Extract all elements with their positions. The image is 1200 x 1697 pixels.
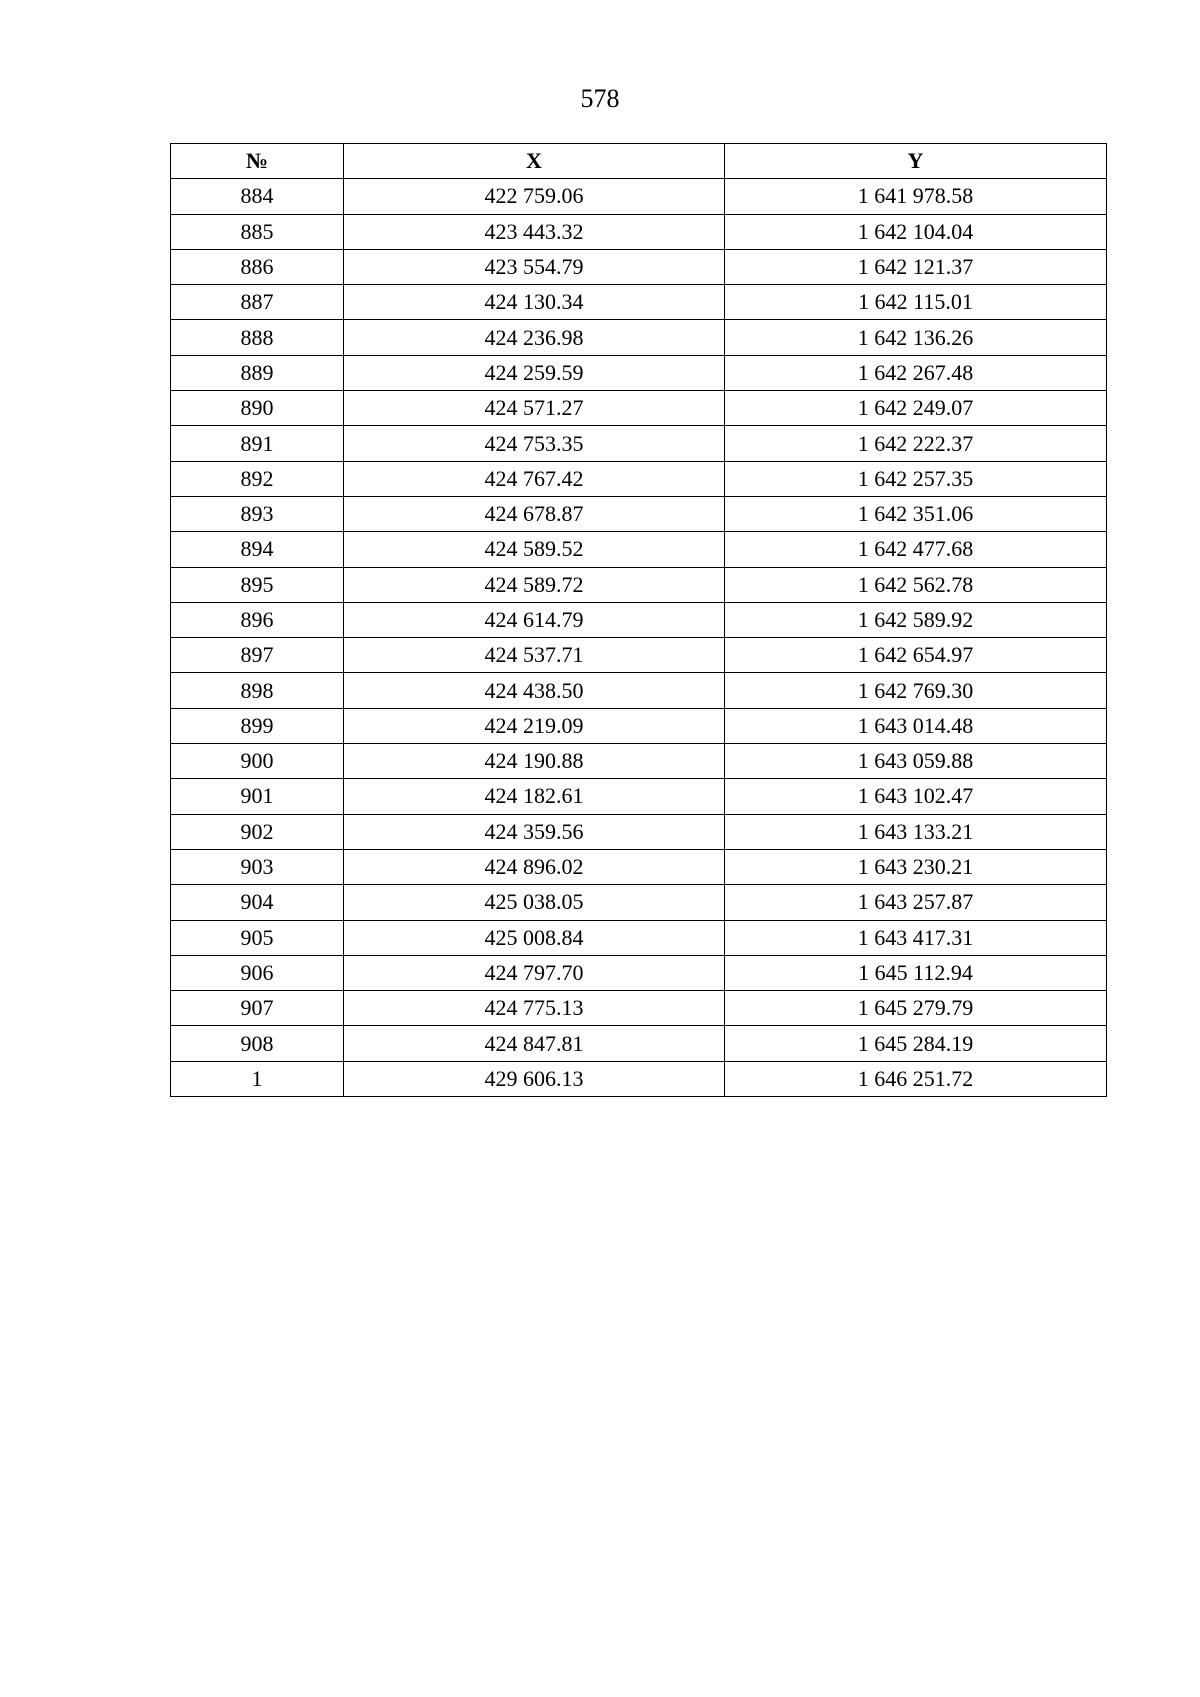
table-row: [171, 426, 1107, 461]
cell-number: 897: [171, 638, 344, 673]
cell-number: 894: [171, 532, 344, 567]
cell-y: 1 642 654.97: [725, 638, 1107, 673]
table-row: [171, 214, 1107, 249]
cell-number: 890: [171, 391, 344, 426]
cell-y: 1 643 257.87: [725, 885, 1107, 920]
cell-number: 899: [171, 708, 344, 743]
table-row: [171, 179, 1107, 214]
cell-number: 888: [171, 320, 344, 355]
cell-number: 905: [171, 920, 344, 955]
table-row: [171, 567, 1107, 602]
cell-x: 424 537.71: [344, 638, 725, 673]
table-row: [171, 849, 1107, 884]
cell-number: 892: [171, 461, 344, 496]
cell-y: 1 642 351.06: [725, 496, 1107, 531]
header-number: №: [171, 144, 344, 179]
cell-x: 429 606.13: [344, 1061, 725, 1096]
cell-number: 904: [171, 885, 344, 920]
cell-number: 895: [171, 567, 344, 602]
cell-x: 424 571.27: [344, 391, 725, 426]
cell-y: 1 642 477.68: [725, 532, 1107, 567]
cell-x: 424 438.50: [344, 673, 725, 708]
table-row: [171, 779, 1107, 814]
cell-number: 898: [171, 673, 344, 708]
cell-number: 901: [171, 779, 344, 814]
cell-y: 1 642 249.07: [725, 391, 1107, 426]
cell-x: 424 614.79: [344, 602, 725, 637]
cell-y: 1 643 133.21: [725, 814, 1107, 849]
cell-number: 885: [171, 214, 344, 249]
table-row: [171, 814, 1107, 849]
cell-y: 1 642 115.01: [725, 285, 1107, 320]
cell-x: 424 359.56: [344, 814, 725, 849]
cell-y: 1 642 562.78: [725, 567, 1107, 602]
table-row: [171, 991, 1107, 1026]
cell-y: 1 642 267.48: [725, 355, 1107, 390]
table-row: [171, 320, 1107, 355]
table-row: [171, 673, 1107, 708]
cell-y: 1 642 222.37: [725, 426, 1107, 461]
table-row: [171, 496, 1107, 531]
cell-y: 1 645 279.79: [725, 991, 1107, 1026]
cell-x: 424 797.70: [344, 955, 725, 990]
cell-number: 889: [171, 355, 344, 390]
table-row: [171, 249, 1107, 284]
cell-x: 424 896.02: [344, 849, 725, 884]
cell-x: 424 678.87: [344, 496, 725, 531]
cell-x: 424 236.98: [344, 320, 725, 355]
cell-x: 424 775.13: [344, 991, 725, 1026]
cell-x: 424 182.61: [344, 779, 725, 814]
cell-y: 1 642 589.92: [725, 602, 1107, 637]
table-row: [171, 285, 1107, 320]
cell-number: 893: [171, 496, 344, 531]
table-row: [171, 744, 1107, 779]
cell-y: 1 642 257.35: [725, 461, 1107, 496]
table-header-row: [171, 144, 1107, 179]
cell-number: 896: [171, 602, 344, 637]
cell-number: 886: [171, 249, 344, 284]
table-row: [171, 920, 1107, 955]
cell-x: 423 443.32: [344, 214, 725, 249]
cell-x: 424 767.42: [344, 461, 725, 496]
cell-number: 906: [171, 955, 344, 990]
cell-y: 1 643 014.48: [725, 708, 1107, 743]
table-body: [171, 179, 1107, 1097]
cell-y: 1 645 112.94: [725, 955, 1107, 990]
table-row: [171, 885, 1107, 920]
table-row: [171, 955, 1107, 990]
header-x: X: [344, 144, 725, 179]
coordinates-table: [170, 143, 1107, 1097]
cell-y: 1 643 102.47: [725, 779, 1107, 814]
table-row: [171, 391, 1107, 426]
table-row: [171, 1026, 1107, 1061]
cell-x: 424 847.81: [344, 1026, 725, 1061]
cell-x: 424 190.88: [344, 744, 725, 779]
table-row: [171, 708, 1107, 743]
cell-number: 887: [171, 285, 344, 320]
cell-y: 1 642 136.26: [725, 320, 1107, 355]
cell-number: 907: [171, 991, 344, 1026]
cell-x: 424 219.09: [344, 708, 725, 743]
table-row: [171, 532, 1107, 567]
cell-number: 1: [171, 1061, 344, 1096]
cell-y: 1 643 059.88: [725, 744, 1107, 779]
cell-x: 425 008.84: [344, 920, 725, 955]
table-row: [171, 355, 1107, 390]
cell-x: 423 554.79: [344, 249, 725, 284]
cell-y: 1 641 978.58: [725, 179, 1107, 214]
cell-y: 1 642 104.04: [725, 214, 1107, 249]
page-number: 578: [580, 84, 620, 113]
cell-number: 908: [171, 1026, 344, 1061]
cell-x: 424 753.35: [344, 426, 725, 461]
cell-x: 424 259.59: [344, 355, 725, 390]
cell-x: 424 589.72: [344, 567, 725, 602]
header-y: Y: [725, 144, 1107, 179]
cell-number: 884: [171, 179, 344, 214]
table-row: [171, 461, 1107, 496]
cell-x: 424 589.52: [344, 532, 725, 567]
table-row: [171, 602, 1107, 637]
cell-number: 903: [171, 849, 344, 884]
table-row: [171, 1061, 1107, 1096]
cell-y: 1 643 417.31: [725, 920, 1107, 955]
cell-y: 1 646 251.72: [725, 1061, 1107, 1096]
cell-x: 424 130.34: [344, 285, 725, 320]
cell-y: 1 643 230.21: [725, 849, 1107, 884]
cell-x: 425 038.05: [344, 885, 725, 920]
cell-y: 1 645 284.19: [725, 1026, 1107, 1061]
cell-y: 1 642 769.30: [725, 673, 1107, 708]
cell-y: 1 642 121.37: [725, 249, 1107, 284]
cell-number: 902: [171, 814, 344, 849]
cell-number: 891: [171, 426, 344, 461]
table-row: [171, 638, 1107, 673]
cell-number: 900: [171, 744, 344, 779]
cell-x: 422 759.06: [344, 179, 725, 214]
